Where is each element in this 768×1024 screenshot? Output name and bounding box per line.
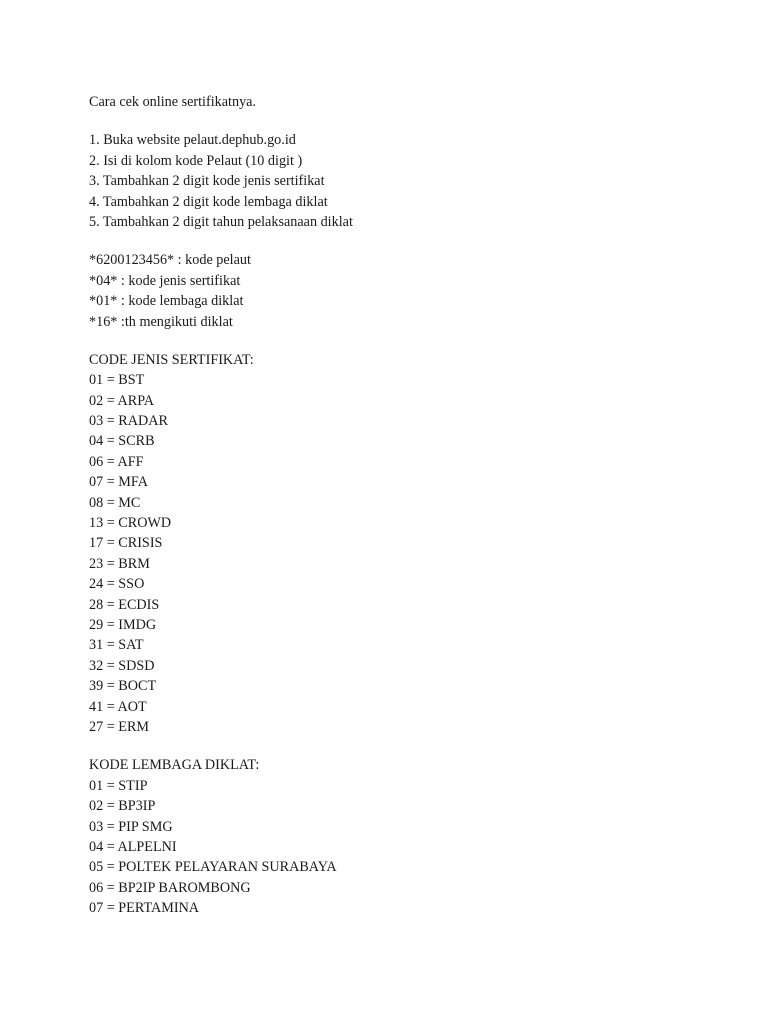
document-page <box>89 92 729 918</box>
intro-paragraph <box>89 92 729 112</box>
institution-codes-heading: KODE LEMBAGA DIKLAT: <box>89 757 260 774</box>
cert-code-item: 29 = IMDG <box>89 616 157 633</box>
example-item: *01* : kode lembaga diklat <box>89 293 244 310</box>
step-item: 2. Isi di kolom kode Pelaut (10 digit ) <box>89 152 303 169</box>
cert-code-item: 23 = BRM <box>89 555 150 572</box>
cert-code-item: 24 = SSO <box>89 576 145 593</box>
cert-code-item: 08 = MC <box>89 494 141 511</box>
cert-code-item: 27 = ERM <box>89 718 150 735</box>
cert-code-item: 32 = SDSD <box>89 657 155 674</box>
example-item: *6200123456* : kode pelaut <box>89 252 251 269</box>
cert-code-item: 06 = AFF <box>89 453 144 470</box>
cert-code-item: 01 = BST <box>89 372 145 389</box>
cert-code-item: 28 = ECDIS <box>89 596 160 613</box>
institution-code-item: 02 = BP3IP <box>89 798 156 815</box>
cert-codes-heading: CODE JENIS SERTIFIKAT: <box>89 351 254 368</box>
paragraph-gap <box>89 332 729 350</box>
example-item: *16* :th mengikuti diklat <box>89 313 233 330</box>
example-item: *04* : kode jenis sertifikat <box>89 272 241 289</box>
institution-code-item: 06 = BP2IP BAROMBONG <box>89 879 251 896</box>
institution-code-item: 01 = STIP <box>89 777 148 794</box>
institution-code-item: 05 = POLTEK PELAYARAN SURABAYA <box>89 859 337 876</box>
cert-code-item: 39 = BOCT <box>89 678 157 695</box>
steps-list <box>89 130 729 232</box>
paragraph-gap <box>89 112 729 130</box>
cert-code-item: 31 = SAT <box>89 637 144 654</box>
institution-code-item: 07 = PERTAMINA <box>89 900 200 917</box>
institution-code-item: 04 = ALPELNI <box>89 838 177 855</box>
cert-code-item: 02 = ARPA <box>89 392 155 409</box>
step-item: 3. Tambahkan 2 digit kode jenis sertifikat <box>89 173 325 190</box>
cert-code-item: 41 = AOT <box>89 698 147 715</box>
paragraph-gap <box>89 737 729 755</box>
step-item: 1. Buka website pelaut.dephub.go.id <box>89 132 296 149</box>
cert-code-item: 07 = MFA <box>89 474 148 491</box>
cert-code-item: 03 = RADAR <box>89 413 168 430</box>
cert-codes-section <box>89 350 729 737</box>
institution-code-item: 03 = PIP SMG <box>89 818 173 835</box>
step-item: 5. Tambahkan 2 digit tahun pelaksanaan diklat <box>89 213 353 230</box>
cert-code-item: 13 = CROWD <box>89 515 172 532</box>
step-item: 4. Tambahkan 2 digit kode lembaga diklat <box>89 193 328 210</box>
example-list <box>89 250 729 332</box>
cert-code-item: 17 = CRISIS <box>89 535 163 552</box>
cert-code-item: 04 = SCRB <box>89 433 155 450</box>
intro-text: Cara cek online sertifikatnya. <box>89 94 257 110</box>
paragraph-gap <box>89 232 729 250</box>
institution-codes-section <box>89 755 729 918</box>
